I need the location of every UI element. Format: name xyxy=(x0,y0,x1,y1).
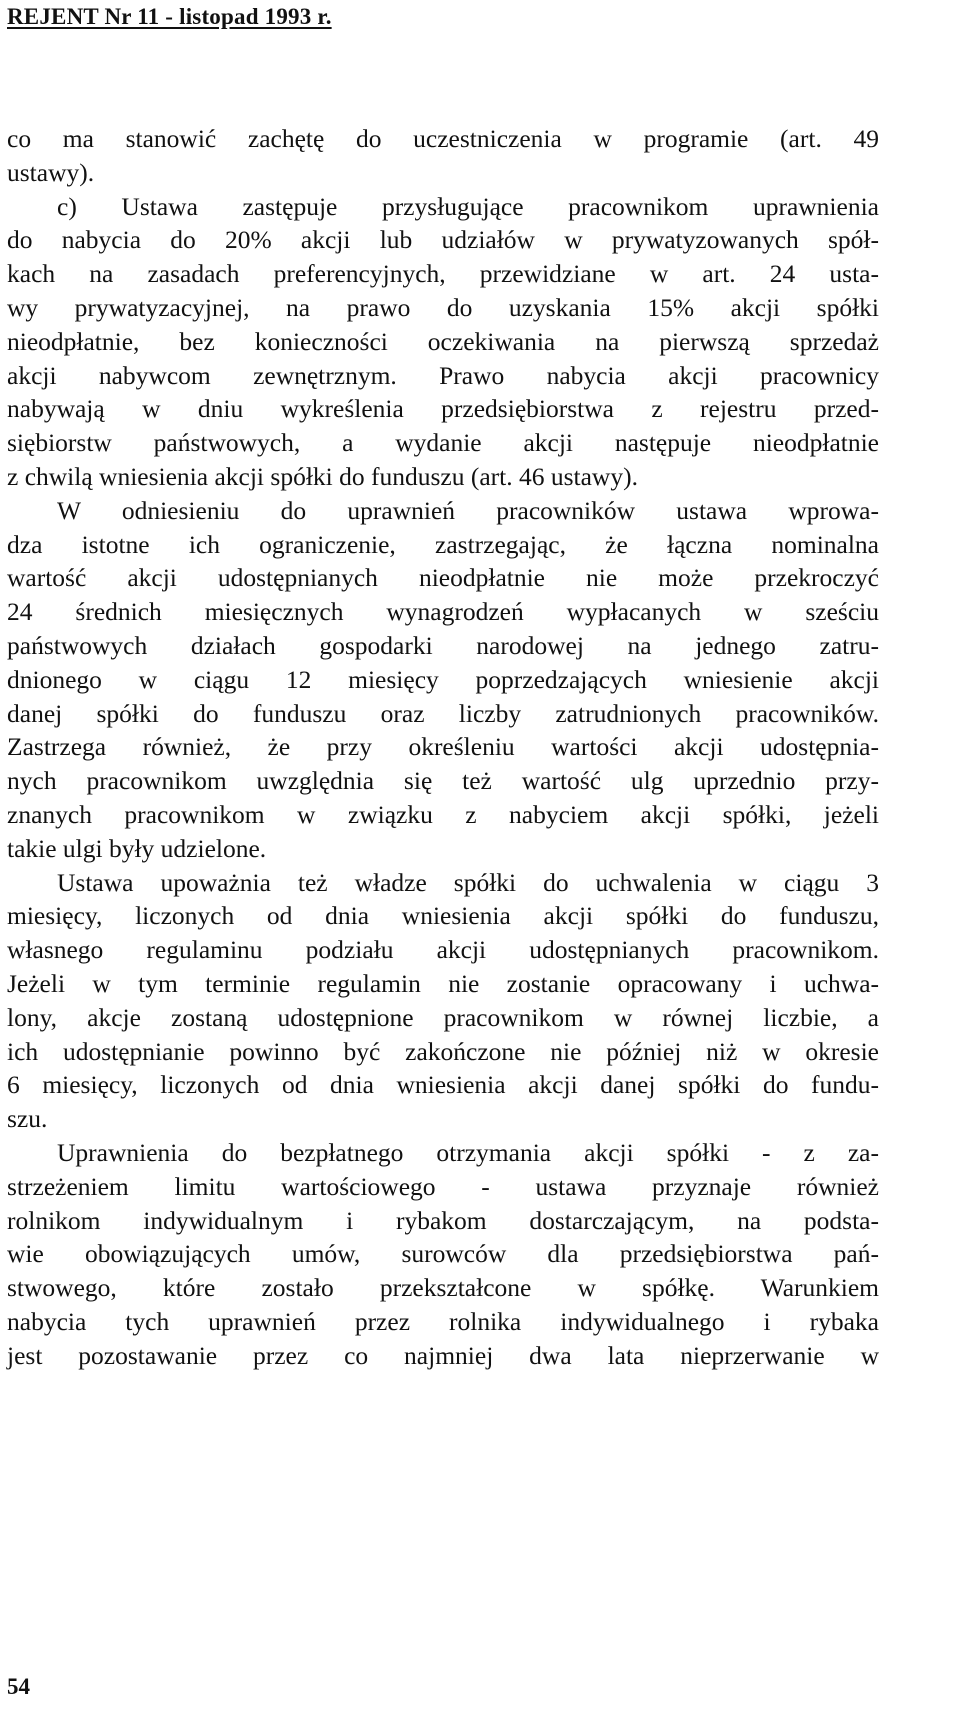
paragraph xyxy=(7,190,879,494)
paragraph xyxy=(7,122,879,190)
text-line: wie obowiązujących umów, surowców dla przedsiębiorstwa pań- xyxy=(7,1239,879,1269)
text-line: Uprawnienia do bezpłatnego otrzymania akcji spółki - z za- xyxy=(57,1137,879,1167)
text-line: strzeżeniem limitu wartościowego - ustawa przyznaje również xyxy=(7,1171,879,1201)
text-line: wy prywatyzacyjnej, na prawo do uzyskania 15% akcji spółki xyxy=(7,292,879,322)
paragraph xyxy=(7,494,879,866)
text-line: nabywają w dniu wykreślenia przedsiębiorstwa z rejestru przed- xyxy=(7,394,879,424)
paragraph xyxy=(7,866,879,1136)
running-header: REJENT Nr 11 - listopad 1993 r. xyxy=(7,4,332,29)
text-line: siębiorstw państwowych, a wydanie akcji następuje nieodpłatnie xyxy=(7,428,879,458)
text-line: rolnikom indywidualnym i rybakom dostarczającym, na podsta- xyxy=(7,1205,879,1235)
text-line: ich udostępnianie powinno być zakończone nie później niż w okresie xyxy=(7,1036,879,1066)
text-line: 6 miesięcy, liczonych od dnia wniesienia akcji danej spółki do fundu- xyxy=(7,1070,879,1100)
text-line: co ma stanowić zachętę do uczestniczenia w programie (art. 49 xyxy=(7,124,879,153)
text-line: danej spółki do funduszu oraz liczby zatrudnionych pracowników. xyxy=(7,698,879,728)
text-line: 24 średnich miesięcznych wynagrodzeń wypłacanych w sześciu xyxy=(7,597,879,627)
text-line: do nabycia do 20% akcji lub udziałów w prywatyzowanych spół- xyxy=(7,225,879,255)
text-line: wartość akcji udostępnianych nieodpłatnie nie może przekroczyć xyxy=(7,563,879,593)
text-line: Jeżeli w tym terminie regulamin nie zostanie opracowany i uchwa- xyxy=(7,968,879,998)
text-line: kach na zasadach preferencyjnych, przewidziane w art. 24 usta- xyxy=(7,259,879,289)
text-line: jest pozostawanie przez co najmniej dwa lata nieprzerwanie w xyxy=(7,1340,879,1370)
text-line: znanych pracownikom w związku z nabyciem akcji spółki, jeżeli xyxy=(7,799,879,829)
text-line: Ustawa upoważnia też władze spółki do uchwalenia w ciągu 3 xyxy=(57,867,879,897)
paragraph xyxy=(7,1136,879,1373)
text-line: własnego regulaminu podziału akcji udostępnianych pracownikom. xyxy=(7,935,879,965)
text-line: nabycia tych uprawnień przez rolnika indywidualnego i rybaka xyxy=(7,1306,879,1336)
text-line: W odniesieniu do uprawnień pracowników ustawa wprowa- xyxy=(57,495,879,525)
text-line: Zastrzega również, że przy określeniu wartości akcji udostępnia- xyxy=(7,732,879,762)
text-line: stwowego, które zostało przekształcone w spółkę. Warunkiem xyxy=(7,1273,879,1303)
text-line: nieodpłatnie, bez konieczności oczekiwania na pierwszą sprzedaż xyxy=(7,326,879,356)
text-line: państwowych działach gospodarki narodowej na jednego zatru- xyxy=(7,630,879,660)
text-line: dza istotne ich ograniczenie, zastrzegając, że łączna nominalna xyxy=(7,529,879,559)
text-line: takie ulgi były udzielone. xyxy=(7,833,267,863)
text-line: dnionego w ciągu 12 miesięcy poprzedzających wniesienie akcji xyxy=(7,664,879,694)
text-line: z chwilą wniesienia akcji spółki do funduszu (art. 46 ustawy). xyxy=(7,461,638,491)
text-line: akcji nabywcom zewnętrznym. Prawo nabycia akcji pracownicy xyxy=(7,360,879,390)
text-line: lony, akcje zostaną udostępnione pracownikom w równej liczbie, a xyxy=(7,1002,879,1032)
page-number: 54 xyxy=(7,1674,30,1699)
text-line: c) Ustawa zastępuje przysługujące pracownikom uprawnienia xyxy=(57,191,879,221)
text-line: szu. xyxy=(7,1104,48,1134)
article-body xyxy=(7,122,879,1372)
text-line: ustawy). xyxy=(7,157,95,187)
text-line: nych pracownikom uwzględnia się też wartość ulg uprzednio przy- xyxy=(7,766,879,796)
text-line: miesięcy, liczonych od dnia wniesienia akcji spółki do funduszu, xyxy=(7,901,879,931)
